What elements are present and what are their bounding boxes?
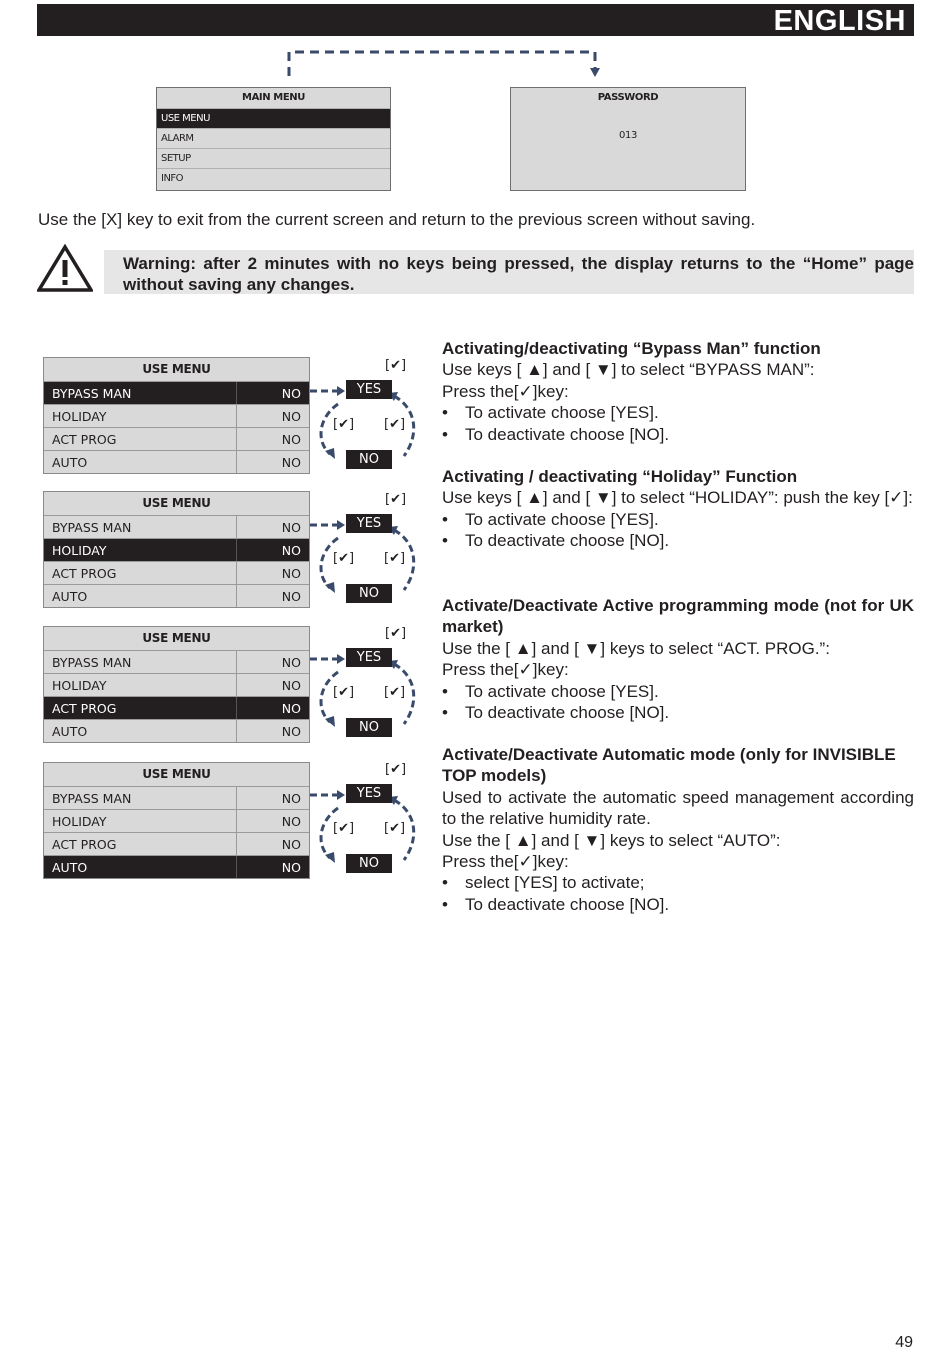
row-label: ACT PROG — [52, 432, 117, 447]
use-menu-row-auto[interactable] — [44, 584, 309, 607]
row-label: AUTO — [52, 589, 88, 604]
row-value: NO — [236, 720, 309, 742]
section-bullets — [442, 402, 914, 445]
use-menu-row-bypass-man[interactable] — [44, 786, 309, 809]
section-holiday — [442, 466, 914, 552]
use-menu-row-auto[interactable] — [44, 855, 309, 878]
row-label: AUTO — [52, 455, 88, 470]
use-menu-row-bypass-man[interactable] — [44, 650, 309, 673]
row-label: AUTO — [52, 724, 88, 739]
bullet-item: • To deactivate choose [NO]. — [442, 702, 914, 723]
no-option[interactable]: NO — [346, 450, 392, 469]
row-value: NO — [236, 405, 309, 427]
section-line: Used to activate the automatic speed management according to the relative humidity rate. — [442, 787, 914, 829]
use-menu-row-holiday[interactable] — [44, 673, 309, 696]
confirm-key-label: [✔] — [333, 417, 355, 432]
confirm-key-label: [✔] — [385, 762, 407, 777]
use-menu-title: USE MENU — [142, 362, 211, 376]
password-value: 013 — [619, 130, 637, 141]
main-menu-item-setup[interactable]: SETUP — [157, 148, 390, 168]
row-value: NO — [236, 516, 309, 538]
row-label: BYPASS MAN — [52, 791, 132, 806]
bullet-item: • To activate choose [YES]. — [442, 509, 914, 530]
use-menu-row-act-prog[interactable] — [44, 696, 309, 719]
row-value: NO — [236, 428, 309, 450]
section-act-prog — [442, 595, 914, 723]
row-label: HOLIDAY — [52, 409, 107, 424]
use-menu-title: USE MENU — [142, 631, 211, 645]
use-menu-title: USE MENU — [142, 496, 211, 510]
row-value: NO — [236, 833, 309, 855]
use-menu-row-auto[interactable] — [44, 719, 309, 742]
use-menu-row-holiday[interactable] — [44, 404, 309, 427]
main-menu-screen — [156, 87, 391, 191]
warning-text: Warning: after 2 minutes with no keys being pressed, the display returns to the “Home” page without saving any changes. — [123, 254, 914, 294]
menu-to-password-connector — [0, 0, 950, 90]
section-line: Press the[✓]key: — [442, 660, 569, 680]
section-heading: Activate/Deactivate Active programming mode (not for UK market) — [442, 596, 914, 637]
confirm-key-label: [✔] — [333, 685, 355, 700]
row-label: ACT PROG — [52, 837, 117, 852]
toggle-flow-2 — [308, 490, 423, 610]
section-line: Use keys [ ▲] and [ ▼] to select “HOLIDAY”: push the key [✓]: — [442, 488, 913, 508]
confirm-key-label: [✔] — [384, 551, 406, 566]
bullet-item: • To deactivate choose [NO]. — [442, 894, 914, 915]
no-option[interactable]: NO — [346, 854, 392, 873]
toggle-flow-1 — [308, 356, 423, 476]
page-number: 49 — [895, 1334, 913, 1351]
no-option[interactable]: NO — [346, 718, 392, 737]
bullet-item: • To deactivate choose [NO]. — [442, 530, 914, 551]
bullet-item: • To activate choose [YES]. — [442, 402, 914, 423]
use-menu-title: USE MENU — [142, 767, 211, 781]
bullet-item: • select [YES] to activate; — [442, 872, 914, 893]
row-value: NO — [236, 539, 309, 561]
row-label: HOLIDAY — [52, 543, 107, 558]
section-bullets — [442, 681, 914, 724]
section-line: Use keys [ ▲] and [ ▼] to select “BYPASS MAN”: — [442, 360, 815, 380]
use-menu-row-act-prog[interactable] — [44, 832, 309, 855]
section-bullets — [442, 872, 914, 915]
use-menu-screen-bypass — [43, 357, 310, 474]
use-menu-row-holiday[interactable] — [44, 538, 309, 561]
yes-option[interactable]: YES — [346, 648, 392, 667]
section-bypass-man — [442, 338, 914, 445]
section-line: Use the [ ▲] and [ ▼] keys to select “ACT. PROG.”: — [442, 638, 830, 658]
section-bullets — [442, 509, 914, 552]
section-line: Press the[✓]key: — [442, 852, 569, 872]
bullet-item: • To activate choose [YES]. — [442, 681, 914, 702]
row-value: NO — [236, 382, 309, 404]
confirm-key-label: [✔] — [385, 492, 407, 507]
confirm-key-label: [✔] — [384, 685, 406, 700]
section-line: Use the [ ▲] and [ ▼] keys to select “AUTO”: — [442, 830, 781, 850]
use-menu-screen-auto — [43, 762, 310, 879]
main-menu-item-use-menu[interactable]: USE MENU — [157, 108, 390, 128]
confirm-key-label: [✔] — [385, 626, 407, 641]
row-value: NO — [236, 562, 309, 584]
row-label: ACT PROG — [52, 701, 117, 716]
use-menu-row-bypass-man[interactable] — [44, 381, 309, 404]
password-title: PASSWORD — [597, 92, 659, 103]
exit-note: Use the [X] key to exit from the current screen and return to the previous screen without saving. — [38, 210, 756, 229]
main-menu-item-alarm[interactable]: ALARM — [157, 128, 390, 148]
row-value: NO — [236, 585, 309, 607]
row-value: NO — [236, 810, 309, 832]
row-label: HOLIDAY — [52, 678, 107, 693]
use-menu-row-act-prog[interactable] — [44, 561, 309, 584]
confirm-key-label: [✔] — [333, 821, 355, 836]
use-menu-row-holiday[interactable] — [44, 809, 309, 832]
language-label: ENGLISH — [773, 5, 906, 37]
section-heading: Activating/deactivating “Bypass Man” function — [442, 339, 821, 358]
section-auto — [442, 744, 914, 915]
row-label: BYPASS MAN — [52, 386, 132, 401]
toggle-flow-4 — [308, 760, 423, 880]
section-heading: Activating / deactivating “Holiday” Function — [442, 467, 798, 486]
section-heading: Activate/Deactivate Automatic mode (only for INVISIBLE TOP models) — [442, 745, 896, 786]
no-option[interactable]: NO — [346, 584, 392, 603]
confirm-key-label: [✔] — [384, 821, 406, 836]
yes-option[interactable]: YES — [346, 784, 392, 803]
main-menu-item-info[interactable]: INFO — [157, 168, 390, 188]
use-menu-row-bypass-man[interactable] — [44, 515, 309, 538]
toggle-flow-3 — [308, 624, 423, 744]
warning-icon — [37, 244, 93, 292]
use-menu-row-act-prog[interactable] — [44, 427, 309, 450]
use-menu-row-auto[interactable] — [44, 450, 309, 473]
yes-option[interactable]: YES — [346, 514, 392, 533]
use-menu-screen-holiday — [43, 491, 310, 608]
yes-option[interactable]: YES — [346, 380, 392, 399]
bullet-item: • To deactivate choose [NO]. — [442, 424, 914, 445]
use-menu-screen-act-prog — [43, 626, 310, 743]
row-label: AUTO — [52, 860, 88, 875]
password-screen — [510, 87, 746, 191]
row-label: ACT PROG — [52, 566, 117, 581]
confirm-key-label: [✔] — [384, 417, 406, 432]
main-menu-title: MAIN MENU — [242, 92, 305, 103]
row-label: HOLIDAY — [52, 814, 107, 829]
row-value: NO — [236, 674, 309, 696]
row-value: NO — [236, 856, 309, 878]
row-label: BYPASS MAN — [52, 655, 132, 670]
row-value: NO — [236, 787, 309, 809]
row-value: NO — [236, 651, 309, 673]
row-label: BYPASS MAN — [52, 520, 132, 535]
row-value: NO — [236, 697, 309, 719]
confirm-key-label: [✔] — [333, 551, 355, 566]
section-line: Press the[✓]key: — [442, 381, 569, 401]
confirm-key-label: [✔] — [385, 358, 407, 373]
warning-box — [104, 250, 914, 294]
row-value: NO — [236, 451, 309, 473]
